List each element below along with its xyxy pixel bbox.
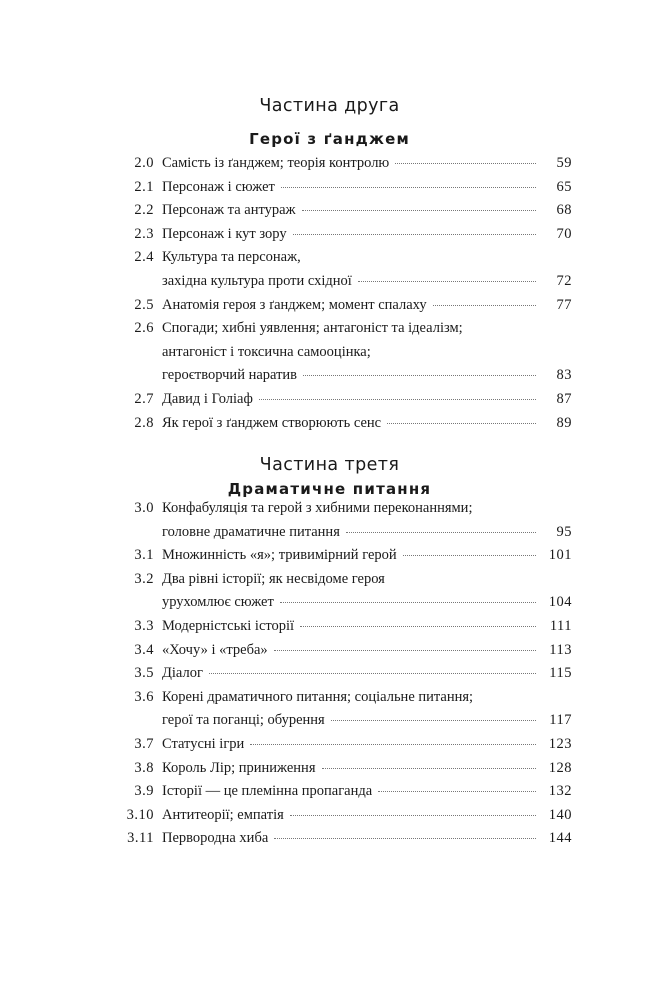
section-number: 3.4	[134, 641, 154, 658]
dot-leader	[259, 398, 536, 400]
section-title: головне драматичне питання	[162, 523, 340, 540]
section-title: Анатомія героя з ґанджем; момент спалаху	[162, 296, 427, 313]
part-title: Частина друга	[259, 96, 400, 116]
section-title: Персонаж та антураж	[162, 202, 296, 219]
section-number: 2.0	[134, 155, 154, 171]
section-title: Історії — це племінна пропаганда	[162, 783, 373, 800]
page-number: 83	[556, 367, 572, 384]
section-title: Множинність «я»; тривимірний герой	[162, 547, 397, 564]
dot-leader	[395, 162, 536, 164]
section-number: 3.11	[127, 830, 154, 847]
page-number: 113	[549, 641, 572, 658]
section-number: 3.10	[126, 806, 154, 823]
dot-leader	[302, 209, 536, 211]
section-title: Конфабуляція та герой з хибними переконаннями;	[162, 500, 473, 516]
section-number: 2.7	[134, 391, 154, 407]
dot-leader	[274, 649, 536, 651]
page-number: 59	[556, 155, 572, 171]
page-number: 104	[548, 594, 572, 611]
dot-leader	[387, 422, 536, 424]
section-title: Культура та персонаж,	[162, 249, 301, 266]
dot-leader	[290, 814, 536, 816]
section-title: Як герої з ґанджем створюють сенс	[162, 414, 382, 431]
section-title: Два рівні історії; як несвідоме героя	[162, 570, 385, 587]
section-title: Антитеорії; емпатія	[162, 806, 284, 823]
dot-leader	[303, 374, 536, 376]
dot-leader	[281, 186, 536, 188]
section-number: 3.3	[134, 618, 154, 634]
dot-leader	[300, 625, 536, 627]
section-title: Діалог	[162, 665, 203, 682]
dot-leader	[331, 719, 536, 721]
section-number: 3.8	[134, 759, 154, 776]
dot-leader	[358, 280, 536, 282]
page-number: 140	[548, 806, 572, 823]
section-number: 2.8	[134, 414, 154, 431]
section-title: герої та поганці; обурення	[162, 712, 325, 729]
section-title: Самість із ґанджем; теорія контролю	[162, 155, 390, 171]
dot-leader	[293, 233, 536, 235]
section-number: 3.1	[134, 547, 154, 564]
section-title: Первородна хиба	[162, 830, 269, 847]
page-number: 123	[548, 736, 572, 752]
section-number: 2.1	[134, 178, 154, 195]
section-title: Персонаж і сюжет	[162, 178, 275, 195]
page-number: 72	[556, 272, 572, 289]
section-title: Спогади; хибні уявлення; антагоніст та ідеалізм;	[162, 320, 463, 337]
section-number: 2.3	[134, 225, 154, 242]
section-number: 2.5	[134, 296, 154, 313]
section-title: Модерністські історії	[162, 618, 295, 634]
page-number: 101	[548, 547, 572, 564]
section-title: Давид і Голіаф	[162, 391, 253, 407]
part-subtitle: Драматичне питання	[227, 480, 432, 498]
section-title: західна культура проти східної	[162, 272, 352, 289]
part-subtitle: Герої з ґанджем	[249, 130, 410, 148]
section-title: Король Лір; приниження	[162, 759, 316, 776]
section-title: Статусні ігри	[162, 736, 245, 752]
page-number: 128	[548, 759, 572, 776]
dot-leader	[346, 531, 536, 533]
section-number: 2.2	[134, 202, 154, 219]
section-number: 3.0	[134, 500, 154, 516]
page-number: 68	[556, 202, 572, 219]
section-number: 3.7	[134, 736, 154, 752]
page-number: 65	[556, 178, 572, 195]
section-title: Корені драматичного питання; соціальне питання;	[162, 688, 474, 705]
dot-leader	[209, 672, 536, 674]
dot-leader	[250, 743, 536, 745]
section-number: 3.5	[134, 665, 154, 682]
section-number: 3.2	[134, 570, 154, 587]
section-title: антагоніст і токсична самооцінка;	[162, 343, 371, 360]
section-title: урухомлює сюжет	[162, 594, 274, 611]
page-number: 95	[556, 523, 572, 540]
page-number: 115	[549, 665, 572, 682]
page-number: 132	[548, 783, 572, 800]
section-title: Персонаж і кут зору	[162, 225, 287, 242]
section-number: 3.6	[134, 688, 154, 705]
part-title: Частина третя	[259, 455, 400, 475]
page-number: 87	[556, 391, 572, 407]
page-number: 77	[556, 296, 572, 313]
page-number: 89	[556, 414, 572, 431]
section-number: 3.9	[134, 783, 154, 800]
section-title: героєтворчий наратив	[162, 367, 298, 384]
dot-leader	[433, 304, 536, 306]
dot-leader	[378, 790, 536, 792]
page-number: 111	[549, 618, 572, 634]
section-number: 2.4	[134, 249, 154, 266]
dot-leader	[322, 767, 537, 769]
dot-leader	[280, 601, 536, 603]
dot-leader	[403, 554, 536, 556]
page-number: 70	[556, 225, 572, 242]
section-title: «Хочу» і «треба»	[162, 641, 268, 658]
page-number: 144	[548, 830, 572, 847]
section-number: 2.6	[134, 320, 154, 337]
page-number: 117	[549, 712, 572, 729]
dot-leader	[274, 837, 536, 839]
